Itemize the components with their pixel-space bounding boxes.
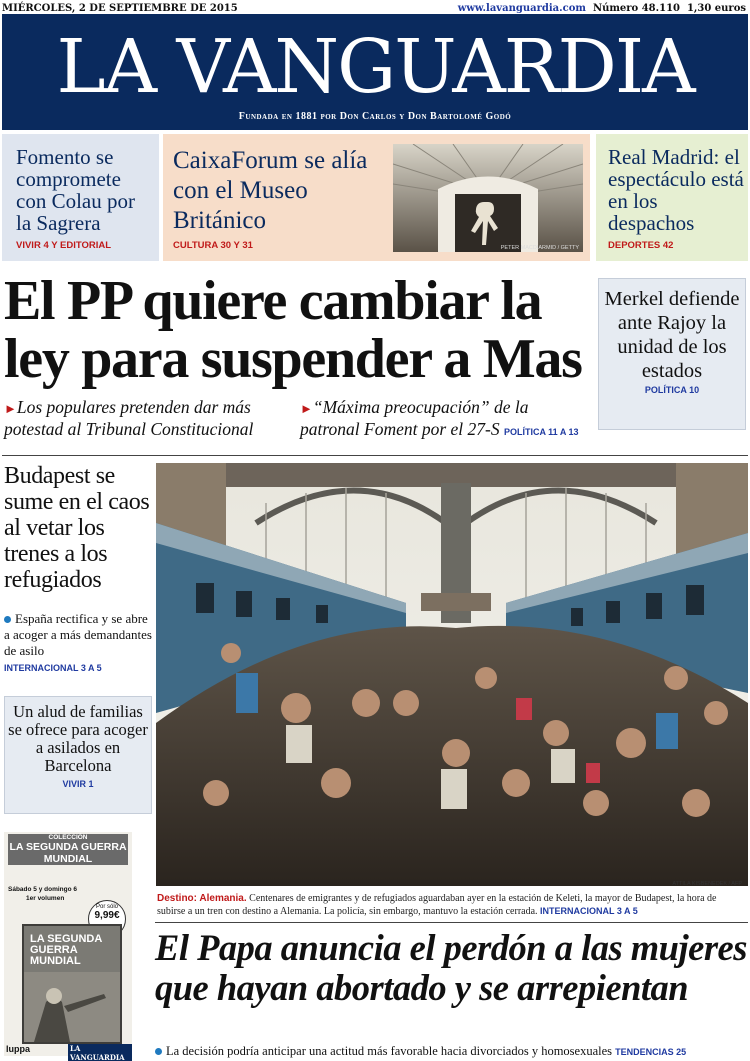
teaser-fomento[interactable] [2,134,159,261]
merkel-box[interactable] [598,278,746,430]
ad-brand-right: LA VANGUARDIA [68,1044,132,1061]
alud-box[interactable] [4,696,152,814]
section-ref-link[interactable]: TENDENCIAS 25 [615,1047,687,1057]
ad-header [8,834,128,865]
teaser-real-madrid[interactable] [596,134,748,261]
collection-ad[interactable] [4,832,132,1061]
teaser-section: CULTURA 30 Y 31 [173,240,253,251]
teaser-section: DEPORTES 42 [608,240,674,251]
founding-line: Fundada en 1881 por Don Carlos y Don Bartolomé Godó [238,111,512,122]
ad-collection-name: LA SEGUNDA GUERRA MUNDIAL [9,841,127,865]
ad-price: 9,99€ [94,910,120,921]
newspaper-logo: LA VANGUARDIA [56,24,694,110]
lead-deck-1-text: Los populares pretenden dar más potestad al Tribunal Constitucional [4,397,254,439]
ad-volume: 1er volumen [26,895,65,902]
alud-headline: Un alud de familias se ofrece para acoger a asilados en Barcelona [8,702,148,775]
budapest-bullet [4,611,154,676]
lead-deck-1 [4,397,289,440]
photo-credit: ATTILA KISBENEDEK / AFP [672,881,742,886]
pope-headline[interactable]: El Papa anuncia el perdón a las mujeres que hayan abortado y se arrepientan [155,927,747,1008]
issue-number: Número 48.110 [592,3,680,14]
lead-deck-2 [300,397,592,443]
teaser-title: Fomento se compromete con Colau por la Sagrera [16,145,135,235]
issue-info [458,3,746,14]
budapest-bullet-text: España rectifica y se abre a acoger a más demandantes de asilo [4,611,152,658]
divider [155,922,748,923]
price: 1,30 euros [686,3,746,14]
budapest-headline[interactable]: Budapest se sume en el caos al vetar los trenes a los refugiados [4,463,150,593]
section-ref-link[interactable]: INTERNACIONAL 3 A 5 [4,663,102,673]
bullet-icon [155,1048,162,1055]
photo-caption [157,892,747,918]
section-ref-link[interactable]: POLÍTICA 11 A 13 [503,427,579,437]
section-ref-link[interactable]: INTERNACIONAL 3 A 5 [540,906,638,916]
section-ref-link[interactable]: POLÍTICA 10 [644,385,700,395]
ad-dates: Sábado 5 y domingo 6 [8,886,77,893]
book-title: LA SEGUNDA GUERRA MUNDIAL [30,933,102,967]
main-photo-keleti-station [156,463,748,886]
merkel-headline: Merkel defiende ante Rajoy la unidad de los estados [604,288,740,382]
pope-deck-text: La decisión podría anticipar una actitud más favorable hacia divorciados y homosexuales [166,1044,613,1058]
pope-deck [155,1044,749,1059]
triangle-icon: ► [4,401,17,416]
bullet-icon [4,616,11,623]
section-ref-link[interactable]: VIVIR 1 [62,779,94,789]
ad-por-solo: Por sólo [95,904,118,910]
dateline: MIÉRCOLES, 2 DE SEPTIEMBRE DE 2015 [2,3,238,14]
lead-headline[interactable]: El PP quiere cambiar la ley para suspender a Mas [4,270,582,390]
teaser-section: VIVIR 4 Y EDITORIAL [16,240,112,251]
teaser-title: Real Madrid: el espectáculo está en los despachos [608,145,744,235]
site-url-link[interactable]: www.lavanguardia.com [457,3,586,14]
triangle-icon: ► [300,401,313,416]
divider [2,455,748,456]
photo-credit: PETER MACDIARMID / GETTY [500,245,579,251]
book-cover [22,924,122,1044]
caption-label: Destino: Alemania. [157,893,247,904]
lead-deck-2-text: “Máxima preocupación” de la patronal Foment por el 27-S [300,397,529,439]
teaser-caixaforum[interactable] [163,134,590,261]
teaser-title: CaixaForum se alía con el Museo Británico [173,147,368,234]
ad-brand-left: luppa [6,1044,30,1054]
museum-photo [393,144,583,252]
caption-text: Centenares de emigrantes y de refugiados aguardaban ayer en la estación de Keleti, la mayor de Budapest, la hora de subirse a un tren con destino a Alemania. La policía, sin embargo, mantuvo la estación cerrada. [157,893,717,917]
ad-coleccion-label: COLECCIÓN [48,834,88,841]
masthead [2,14,748,130]
